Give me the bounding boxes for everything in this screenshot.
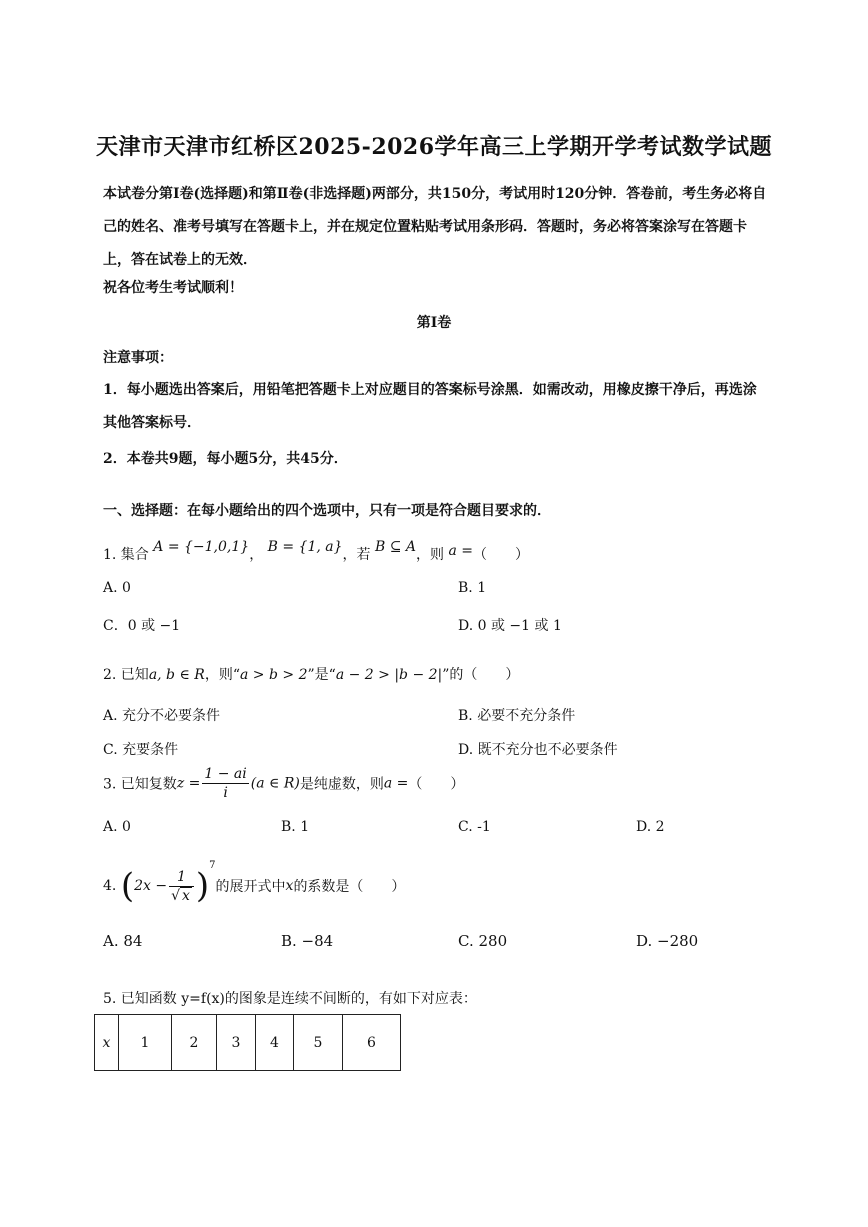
q3-z: z = xyxy=(176,775,201,792)
table-cell: 2 xyxy=(172,1015,217,1071)
q4-lead: 2x − xyxy=(134,878,168,894)
question-4 xyxy=(103,860,405,906)
good-luck-text: 祝各位考生考试顺利！ xyxy=(103,280,243,296)
table-cell: 6 xyxy=(343,1015,401,1071)
table-cell: x xyxy=(95,1015,119,1071)
q1-option-c: C．0 或 −1 xyxy=(103,618,181,634)
q2-option-b: B. 必要不充分条件 xyxy=(458,708,576,724)
q2-vars: a, b ∈ R xyxy=(148,667,205,683)
q3-fraction xyxy=(202,765,248,802)
q1-option-d: D. 0 或 −1 或 1 xyxy=(458,618,562,634)
q2-mid1: ，则“ xyxy=(204,667,240,683)
q2-tail: ”的（ ） xyxy=(442,667,520,683)
q3-denominator: i xyxy=(223,785,228,801)
q4-option-a: A. 84 xyxy=(103,932,143,950)
q4-right-paren: ) xyxy=(195,866,210,906)
question-1 xyxy=(103,539,529,564)
question-3 xyxy=(103,765,464,802)
q2-cond2: a − 2 > |b − 2| xyxy=(335,667,443,683)
part-heading: 第Ⅰ卷 xyxy=(416,315,452,331)
q3-numerator: 1 − ai xyxy=(204,766,247,782)
q2-mid2: ”是“ xyxy=(307,667,336,683)
q1-set-b: B = {1, a} xyxy=(267,539,343,555)
question-5: 5. 已知函数 y=f(x)的图象是连续不间断的，有如下对应表： xyxy=(103,991,477,1007)
table-cell: 5 xyxy=(294,1015,343,1071)
q2-option-c: C. 充要条件 xyxy=(103,742,179,758)
q3-ask: a = xyxy=(383,775,409,792)
q3-paren: （ ） xyxy=(408,776,465,793)
q2-cond1: a > b > 2 xyxy=(240,667,308,683)
table-cell: 1 xyxy=(119,1015,172,1071)
q4-left-paren: ( xyxy=(120,866,135,906)
q4-option-c: C. 280 xyxy=(458,932,508,950)
q4-mid: 的展开式中 xyxy=(215,879,286,895)
q2-option-d: D. 既不充分也不必要条件 xyxy=(458,742,618,758)
q4-option-b: B. −84 xyxy=(281,932,334,950)
q1-mid: ，若 xyxy=(342,547,371,563)
q4-radicand: x xyxy=(181,887,190,904)
q4-exponent: 7 xyxy=(209,860,216,871)
notice-heading: 注意事项： xyxy=(103,350,173,366)
q3-option-b: B. 1 xyxy=(281,819,310,835)
q4-fraction xyxy=(169,868,194,905)
page-title: 天津市天津市红桥区2025-2026学年高三上学期开学考试数学试题 xyxy=(95,134,773,160)
question-2 xyxy=(103,664,519,684)
q1-paren: （ ） xyxy=(473,547,529,563)
q2-option-a: A. 充分不必要条件 xyxy=(103,708,221,724)
q1-condition: B ⊆ A xyxy=(374,539,417,555)
q3-option-c: C. -1 xyxy=(458,819,491,835)
q4-tail: 的系数是（ ） xyxy=(293,879,406,895)
q3-mid: 是纯虚数，则 xyxy=(299,776,384,793)
table-cell: 4 xyxy=(256,1015,294,1071)
notice-item-2: 2．本卷共9题，每小题5分，共45分． xyxy=(103,451,348,467)
table-row xyxy=(95,1015,401,1071)
q1-set-a: A = {−1,0,1} xyxy=(153,539,250,555)
notice-item-1: 1．每小题选出答案后，用铅笔把答题卡上对应题目的答案标号涂黑．如需改动，用橡皮擦干净后，再选涂其他答案标号． xyxy=(103,382,757,431)
q4-prefix: 4. xyxy=(103,878,117,894)
q1-ask: a = xyxy=(448,543,473,559)
q5-value-table xyxy=(94,1014,401,1071)
table-cell: 3 xyxy=(217,1015,256,1071)
q3-option-d: D. 2 xyxy=(636,819,665,835)
q1-option-b: B. 1 xyxy=(458,580,487,596)
q3-option-a: A. 0 xyxy=(103,819,131,835)
q1-option-a: A. 0 xyxy=(103,580,131,596)
q3-prefix: 3. 已知复数 xyxy=(103,776,177,793)
q3-condition: (a ∈ R) xyxy=(250,775,300,792)
q1-prefix: 1. 集合 xyxy=(103,547,149,563)
q4-var: x xyxy=(285,878,294,894)
q1-tail: ，则 xyxy=(416,547,445,563)
q2-prefix: 2. 已知 xyxy=(103,667,149,683)
q4-numerator: 1 xyxy=(169,868,194,887)
section-heading: 一、选择题：在每小题给出的四个选项中，只有一项是符合题目要求的． xyxy=(103,503,551,519)
q4-option-d: D. −280 xyxy=(636,932,699,950)
q4-denominator: √ x xyxy=(171,887,190,904)
q1-sep: ， xyxy=(249,547,264,563)
exam-instructions: 本试卷分第Ⅰ卷(选择题)和第Ⅱ卷(非选择题)两部分，共150分，考试用时120分钟．答卷前，考生务必将自己的姓名、准考号填写在答题卡上，并在规定位置粘贴考试用条形码．答题时，务必将答案涂写在答题卡上，答在试卷上的无效． xyxy=(103,186,767,268)
